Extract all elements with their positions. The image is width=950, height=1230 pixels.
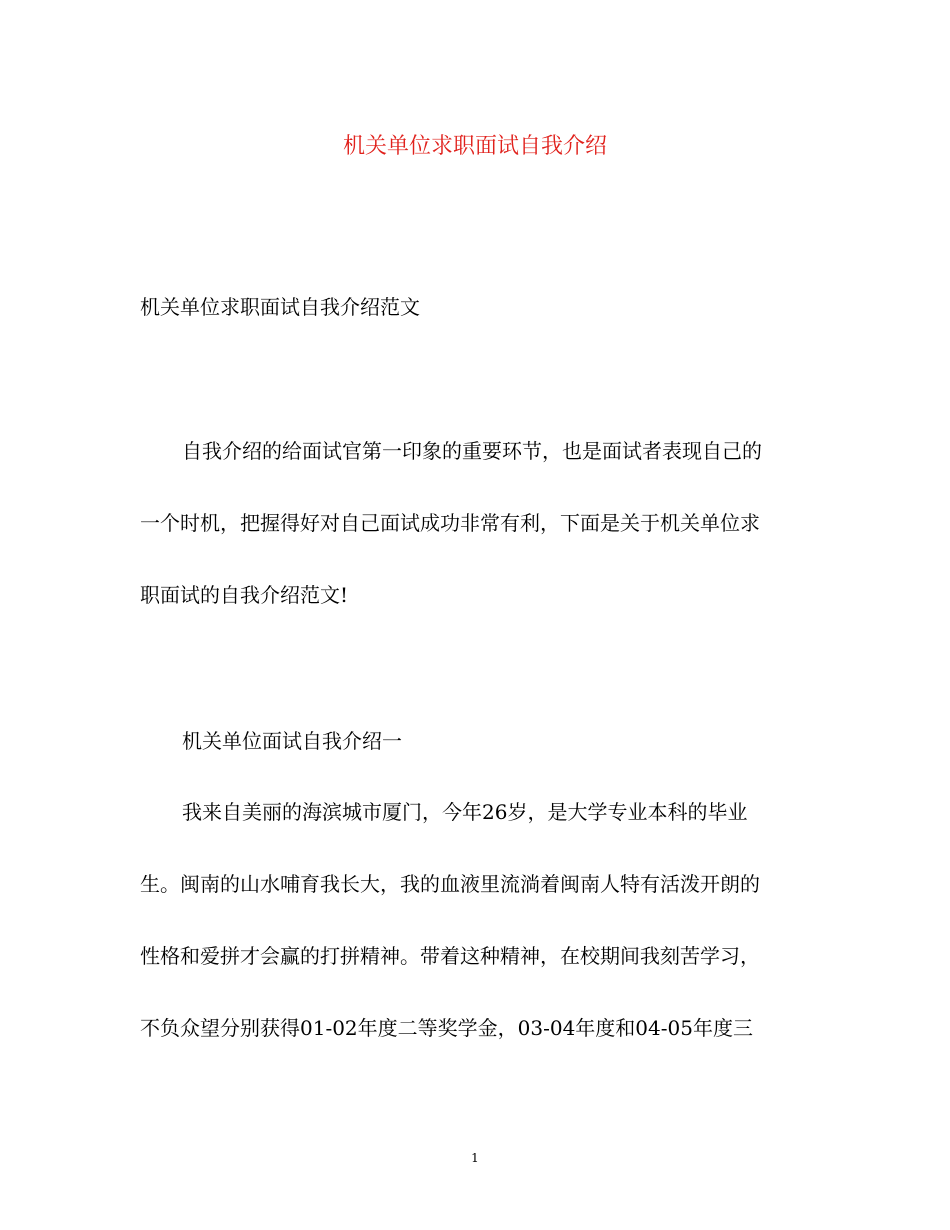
section-heading: 机关单位面试自我介绍一 — [182, 729, 402, 753]
document-title: 机关单位求职面试自我介绍 — [342, 134, 607, 159]
intro-line-2: 一个时机，把握得好对自己面试成功非常有利，下面是关于机关单位求 — [140, 511, 760, 535]
document-subtitle: 机关单位求职面试自我介绍范文 — [140, 295, 420, 319]
page-number: 1 — [471, 1151, 479, 1165]
intro-line-3: 职面试的自我介绍范文! — [140, 583, 349, 607]
body-line-2: 生。闽南的山水哺育我长大，我的血液里流淌着闽南人特有活泼开朗的 — [140, 872, 760, 896]
body-line-3: 性格和爱拼才会赢的打拼精神。带着这种精神，在校期间我刻苦学习， — [140, 944, 760, 968]
body-line-4: 不负众望分别获得01-02年度二等奖学金，03-04年度和04-05年度三 — [140, 1016, 753, 1040]
body-line-1: 我来自美丽的海滨城市厦门，今年26岁，是大学专业本科的毕业 — [182, 800, 748, 824]
intro-line-1: 自我介绍的给面试官第一印象的重要环节，也是面试者表现自己的 — [182, 439, 762, 463]
